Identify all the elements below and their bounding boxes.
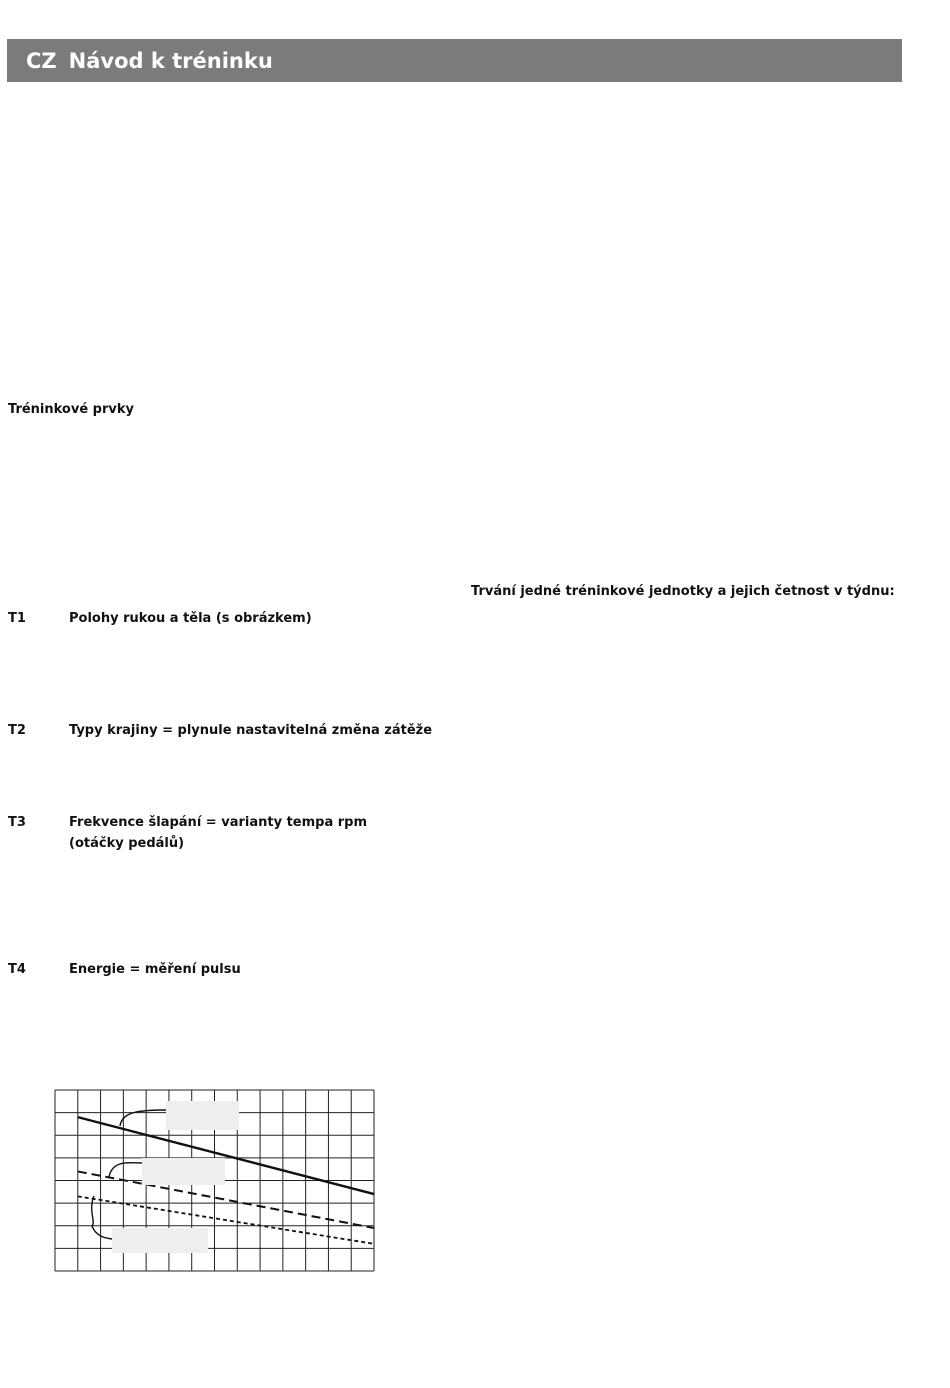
page-title: Návod k tréninku	[68, 48, 273, 73]
item-label: Frekvence šlapání = varianty tempa rpm	[69, 815, 368, 830]
item-label-continued: (otáčky pedálů)	[69, 836, 185, 851]
series-label-box-3	[112, 1228, 208, 1253]
item-label: Polohy rukou a těla (s obrázkem)	[69, 611, 312, 626]
callout-leader-3	[92, 1196, 112, 1239]
item-label: Typy krajiny = plynule nastavitelná změna zátěže	[69, 723, 433, 738]
item-code: T3	[8, 815, 26, 830]
item-code: T4	[8, 962, 26, 977]
chart-callouts	[92, 1101, 239, 1253]
section-title: Tréninkové prvky	[8, 402, 134, 417]
callout-leader-2	[109, 1163, 142, 1177]
language-code: CZ	[26, 48, 57, 73]
item-label: Energie = měření pulsu	[69, 962, 241, 977]
series-label-box-2	[142, 1158, 225, 1185]
item-code: T1	[8, 611, 26, 626]
duration-heading: Trvání jedné tréninkové jednotky a jejich četnost v týdnu:	[471, 584, 895, 599]
series-label-box-1	[166, 1101, 239, 1130]
item-code: T2	[8, 723, 26, 738]
